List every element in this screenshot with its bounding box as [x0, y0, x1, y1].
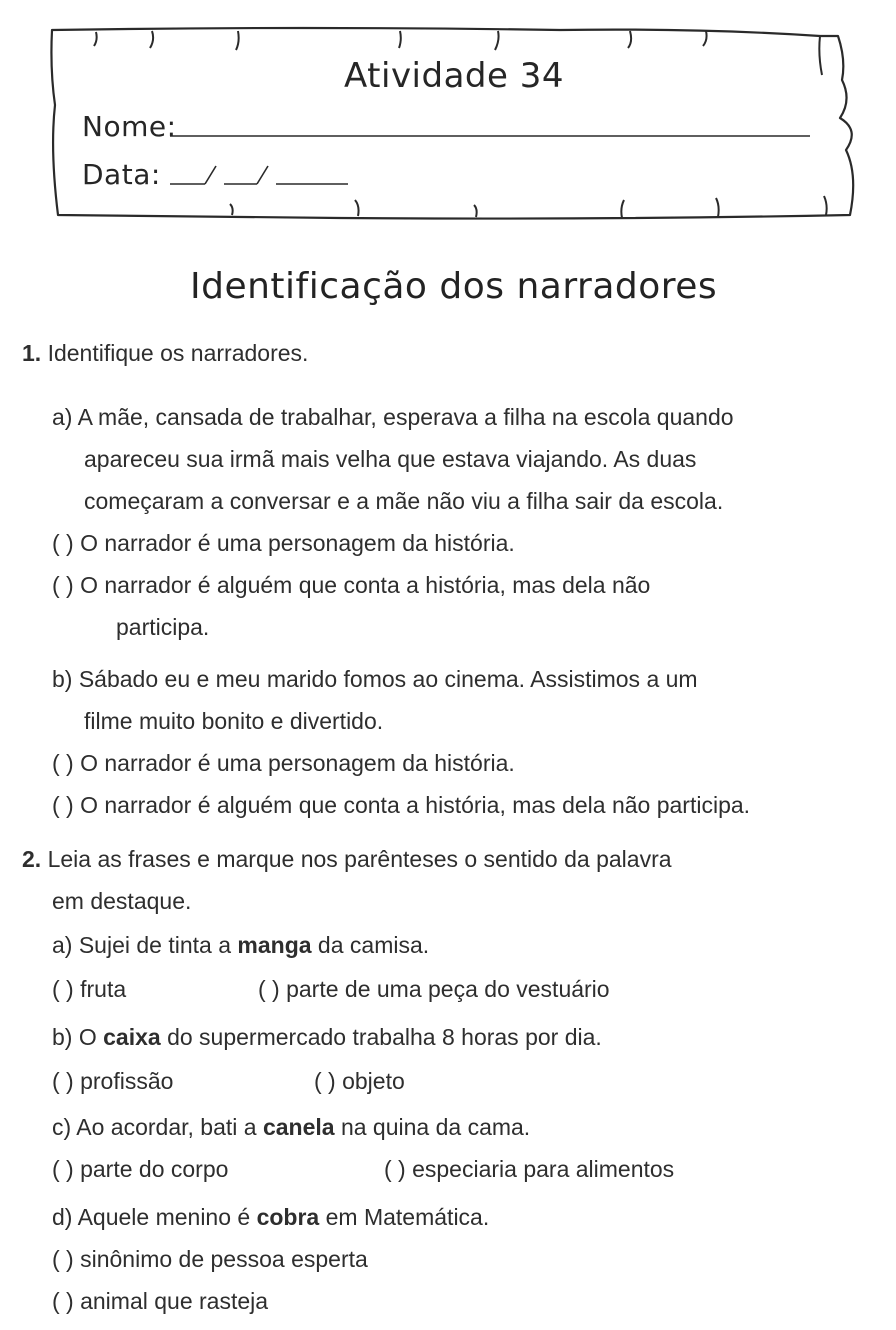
q1a-text-line: a) A mãe, cansada de trabalhar, esperava a filha na escola quando [52, 404, 734, 430]
q2a-option-checkbox[interactable]: ( ) fruta [52, 976, 127, 1002]
question-number: 2. [22, 846, 42, 872]
q2d-option-checkbox[interactable]: ( ) sinônimo de pessoa esperta [52, 1246, 368, 1272]
q1a-option-checkbox[interactable]: ( ) O narrador é alguém que conta a história, mas dela não [52, 572, 651, 598]
q1b-option-checkbox[interactable]: ( ) O narrador é uma personagem da história. [52, 750, 515, 776]
q1a-text-line: apareceu sua irmã mais velha que estava viajando. As duas [84, 446, 697, 472]
sentence-text: d) Aquele menino é [52, 1204, 257, 1230]
q2c-sentence [52, 1114, 530, 1140]
q2b-sentence [52, 1024, 602, 1050]
question-1 [22, 340, 308, 366]
question-2 [22, 846, 672, 872]
sentence-text: da camisa. [311, 932, 430, 958]
question-prompt: Identifique os narradores. [47, 340, 309, 366]
q2a-sentence [52, 932, 429, 958]
highlighted-word: cobra [256, 1204, 320, 1230]
highlighted-word: caixa [103, 1024, 161, 1050]
sentence-text: em Matemática. [319, 1204, 490, 1230]
highlighted-word: manga [237, 932, 312, 958]
q2b-option-checkbox[interactable]: ( ) profissão [52, 1068, 174, 1094]
name-field[interactable] [170, 112, 810, 138]
q2d-sentence [52, 1204, 489, 1230]
question-number: 1. [22, 340, 42, 366]
q1a-option-continuation: participa. [116, 614, 210, 640]
question-prompt: Leia as frases e marque nos parênteses o sentido da palavra [47, 846, 672, 872]
q1b-text-line: b) Sábado eu e meu marido fomos ao cinema. Assistimos a um [52, 666, 698, 692]
q2a-option-checkbox[interactable]: ( ) parte de uma peça do vestuário [258, 976, 610, 1002]
question-prompt-continuation: em destaque. [52, 888, 192, 914]
q2d-option-checkbox[interactable]: ( ) animal que rasteja [52, 1288, 269, 1314]
sentence-text: do supermercado trabalha 8 horas por dia. [160, 1024, 602, 1050]
q2b-option-checkbox[interactable]: ( ) objeto [314, 1068, 405, 1094]
date-label: Data: [82, 158, 161, 191]
name-label: Nome: [82, 110, 177, 143]
sentence-text: na quina da cama. [334, 1114, 531, 1140]
date-field[interactable] [170, 160, 350, 186]
q1a-option-checkbox[interactable]: ( ) O narrador é uma personagem da história. [52, 530, 515, 556]
highlighted-word: canela [262, 1114, 335, 1140]
q2c-option-checkbox[interactable]: ( ) parte do corpo [52, 1156, 229, 1182]
q1b-text-line: filme muito bonito e divertido. [84, 708, 384, 734]
q2c-option-checkbox[interactable]: ( ) especiaria para alimentos [384, 1156, 675, 1182]
page-heading: Identificação dos narradores [190, 266, 718, 307]
q1b-option-checkbox[interactable]: ( ) O narrador é alguém que conta a história, mas dela não participa. [52, 792, 751, 818]
sentence-text: c) Ao acordar, bati a [52, 1114, 263, 1140]
activity-title: Atividade 34 [344, 56, 564, 96]
q1a-text-line: começaram a conversar e a mãe não viu a filha sair da escola. [84, 488, 724, 514]
sentence-text: b) O [52, 1024, 104, 1050]
sentence-text: a) Sujei de tinta a [52, 932, 238, 958]
